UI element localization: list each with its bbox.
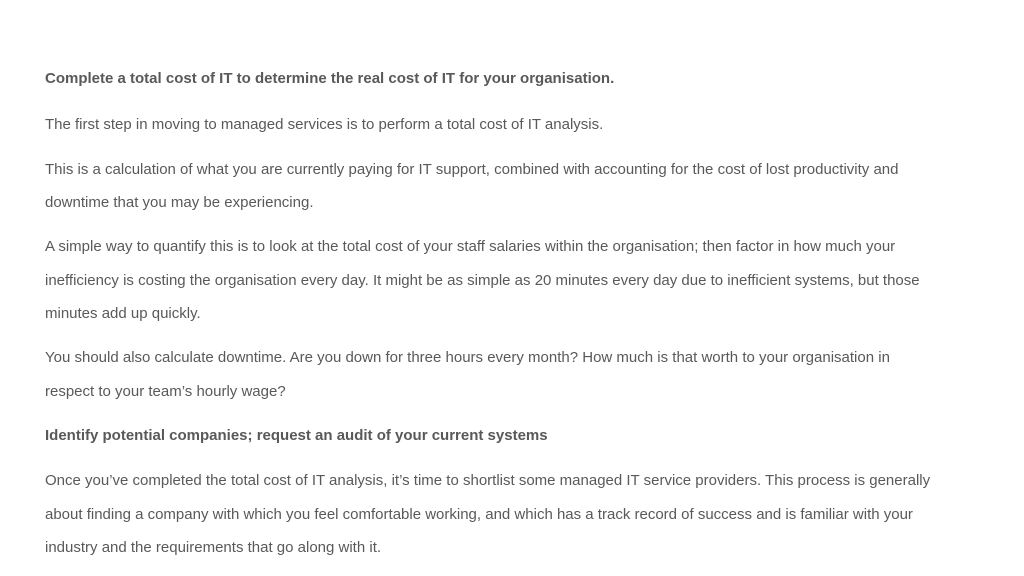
paragraph-shortlist-line-3: industry and the requirements that go along with it.	[45, 539, 382, 556]
paragraph-first-step: The first step in moving to managed services is to perform a total cost of IT analysis.	[45, 116, 604, 133]
paragraph-quantify-line-1: A simple way to quantify this is to look at the total cost of your staff salaries within the organisation; then factor in how much your	[45, 238, 896, 255]
paragraph-quantify-line-2: inefficiency is costing the organisation every day. It might be as simple as 20 minutes every day due to inefficient systems, but those	[45, 272, 920, 289]
heading-identify-companies: Identify potential companies; request an audit of your current systems	[45, 427, 548, 444]
paragraph-calculation-line-1: This is a calculation of what you are currently paying for IT support, combined with accounting for the cost of lost productivity and	[45, 161, 899, 178]
paragraph-downtime-line-1: You should also calculate downtime. Are you down for three hours every month? How much is that worth to your organisation in	[45, 349, 890, 366]
paragraph-shortlist-line-1: Once you’ve completed the total cost of IT analysis, it’s time to shortlist some managed IT service providers. This process is generally	[45, 472, 931, 489]
paragraph-shortlist-line-2: about finding a company with which you feel comfortable working, and which has a track record of success and is familiar with your	[45, 506, 913, 523]
paragraph-calculation-line-2: downtime that you may be experiencing.	[45, 194, 314, 211]
paragraph-downtime-line-2: respect to your team’s hourly wage?	[45, 383, 286, 400]
heading-total-cost: Complete a total cost of IT to determine the real cost of IT for your organisation.	[45, 70, 615, 87]
paragraph-quantify-line-3: minutes add up quickly.	[45, 305, 201, 322]
